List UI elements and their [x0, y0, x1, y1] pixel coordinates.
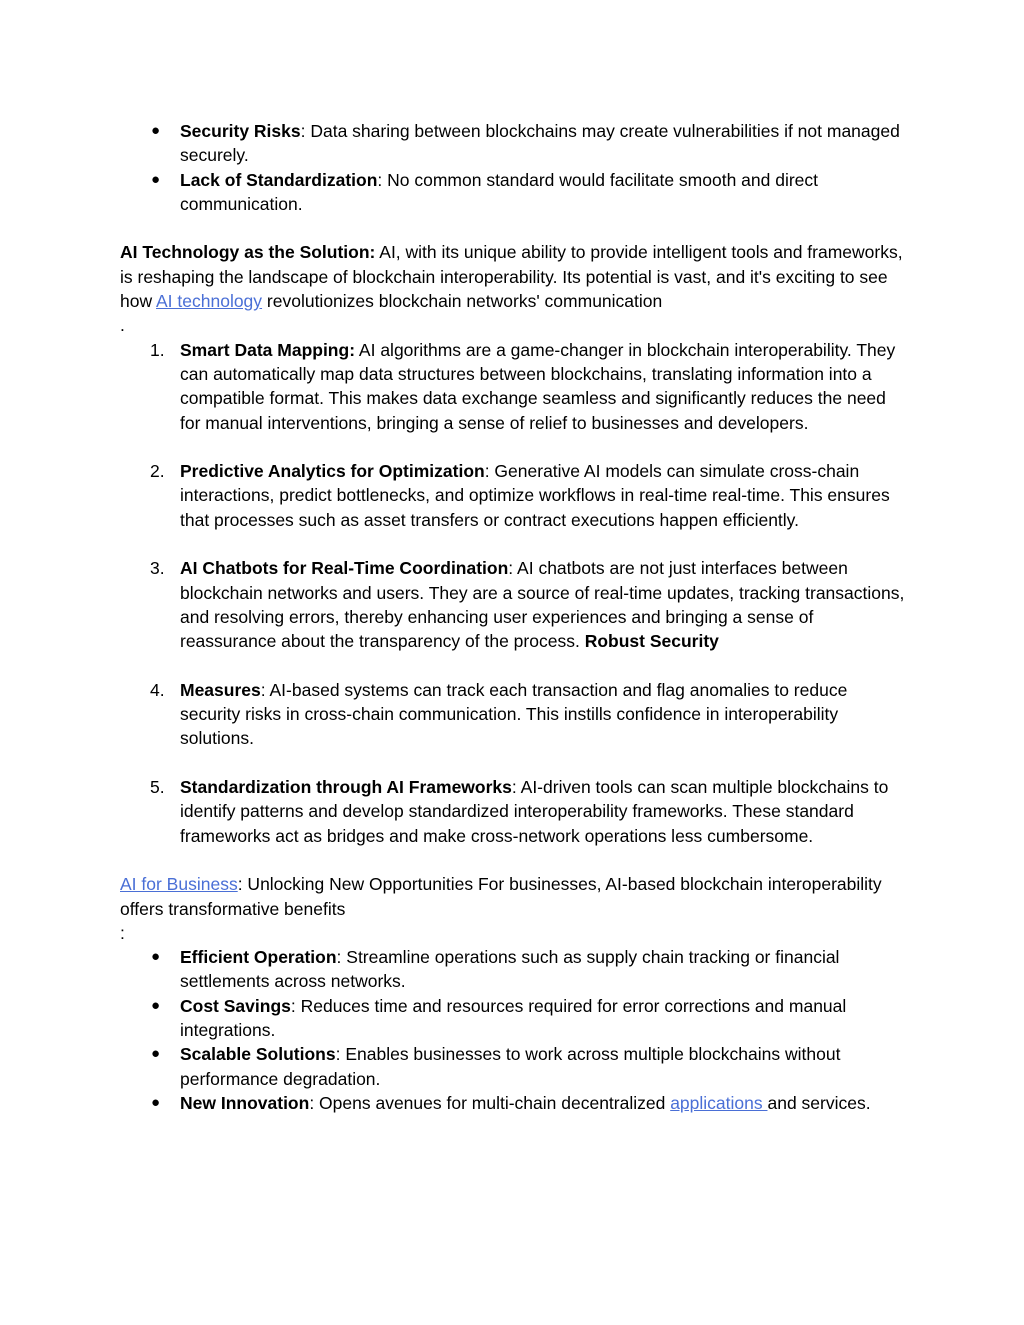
business-paragraph [120, 872, 920, 921]
applications-link[interactable]: applications [670, 1092, 768, 1113]
list-item [120, 1091, 910, 1115]
item-text: : Streamline operations such as supply chain tracking or financial settlements across networks. [180, 947, 840, 992]
business-text: : Unlocking New Opportunities For businesses, AI-based blockchain interoperability offers transformative benefits [120, 874, 882, 919]
solution-text-end: revolutionizes blockchain networks' communication [262, 291, 663, 312]
list-item [120, 1042, 910, 1091]
list-item [120, 556, 910, 653]
item-title: Security Risks [180, 121, 301, 141]
item-text: AI algorithms are a game-changer in blockchain interoperability. They can automatically map data structures between blockchains, translating information into a compatible format. This makes data exchange seamless and significantly reduces the need for manual interventions, bringing a sense of relief to businesses and developers. [180, 339, 896, 433]
list-item [120, 119, 910, 168]
item-number: 4. [150, 679, 165, 700]
solution-title: AI Technology as the Solution: [120, 242, 376, 263]
item-title-continued: Robust Security [584, 631, 719, 652]
bullet-icon: ● [151, 996, 161, 1014]
item-text: : AI-driven tools can scan multiple blockchains to identify patterns and develop standardized interoperability frameworks. These standard frameworks act as bridges and make cross-network operations less cumbersome. [180, 777, 889, 846]
risks-list [120, 119, 920, 216]
solution-paragraph [120, 240, 920, 313]
solution-trailing: . [120, 315, 125, 336]
item-title: Standardization through AI Frameworks [180, 777, 512, 798]
list-item [120, 945, 910, 994]
item-text: : Enables businesses to work across multiple blockchains without performance degradation. [180, 1044, 841, 1089]
item-title: Scalable Solutions [180, 1044, 336, 1065]
item-number: 5. [150, 777, 165, 798]
item-number: 1. [150, 339, 165, 360]
item-title: Measures [180, 679, 261, 700]
item-title: AI Chatbots for Real-Time Coordination [180, 558, 509, 579]
list-item [120, 459, 910, 532]
list-item [120, 678, 910, 751]
solutions-list [120, 338, 920, 848]
bullet-icon: ● [151, 122, 161, 139]
item-text: : Reduces time and resources required for error corrections and manual integrations. [180, 995, 847, 1040]
item-number: 2. [150, 461, 165, 482]
item-text: : Opens avenues for multi-chain decentralized [309, 1092, 671, 1113]
bullet-icon: ● [151, 948, 161, 966]
ai-technology-link[interactable]: AI technology [156, 291, 263, 312]
item-title: Predictive Analytics for Optimization [180, 461, 485, 482]
item-text: : No common standard would facilitate smooth and direct communication. [180, 169, 819, 214]
document-page [120, 119, 920, 1115]
bullet-icon: ● [151, 170, 161, 188]
solution-text: AI, with its unique ability to provide intelligent tools and frameworks, is reshaping the landscape of blockchain interoperability. Its potential is vast, and it's exciting to see how [120, 242, 903, 312]
item-title: Lack of Standardization [180, 169, 378, 190]
list-item [120, 338, 910, 435]
item-title: New Innovation [180, 1092, 310, 1113]
bullet-icon: ● [151, 1093, 161, 1111]
bullet-icon: ● [151, 1045, 161, 1063]
item-text: : AI chatbots are not just interfaces between blockchain networks and users. They are a source of real-time updates, tracking transactions, and resolving errors, thereby enhancing user experiences and bringing a sense of reassurance about the transparency of the process. [180, 558, 905, 652]
item-title: Efficient Operation [180, 947, 337, 968]
item-text: : AI-based systems can track each transaction and flag anomalies to reduce security risks in cross-chain communication. This instills confidence in interoperability solutions. [180, 679, 848, 749]
item-text: : Data sharing between blockchains may create vulnerabilities if not managed securely. [180, 121, 900, 166]
item-title: Smart Data Mapping: [180, 339, 356, 360]
item-title: Cost Savings [180, 995, 291, 1016]
item-text: : Generative AI models can simulate cross-chain interactions, predict bottlenecks, and optimize workflows in real-time real-time. This ensures that processes such as asset transfers or contract executions happen efficiently. [180, 461, 890, 530]
list-item [120, 775, 910, 848]
list-item [120, 168, 910, 217]
item-text-end: and services. [767, 1092, 871, 1113]
list-item [120, 994, 910, 1043]
business-trailing: : [120, 922, 125, 943]
ai-for-business-link[interactable]: AI for Business [120, 874, 238, 895]
item-number: 3. [150, 558, 165, 579]
benefits-list [120, 945, 920, 1115]
